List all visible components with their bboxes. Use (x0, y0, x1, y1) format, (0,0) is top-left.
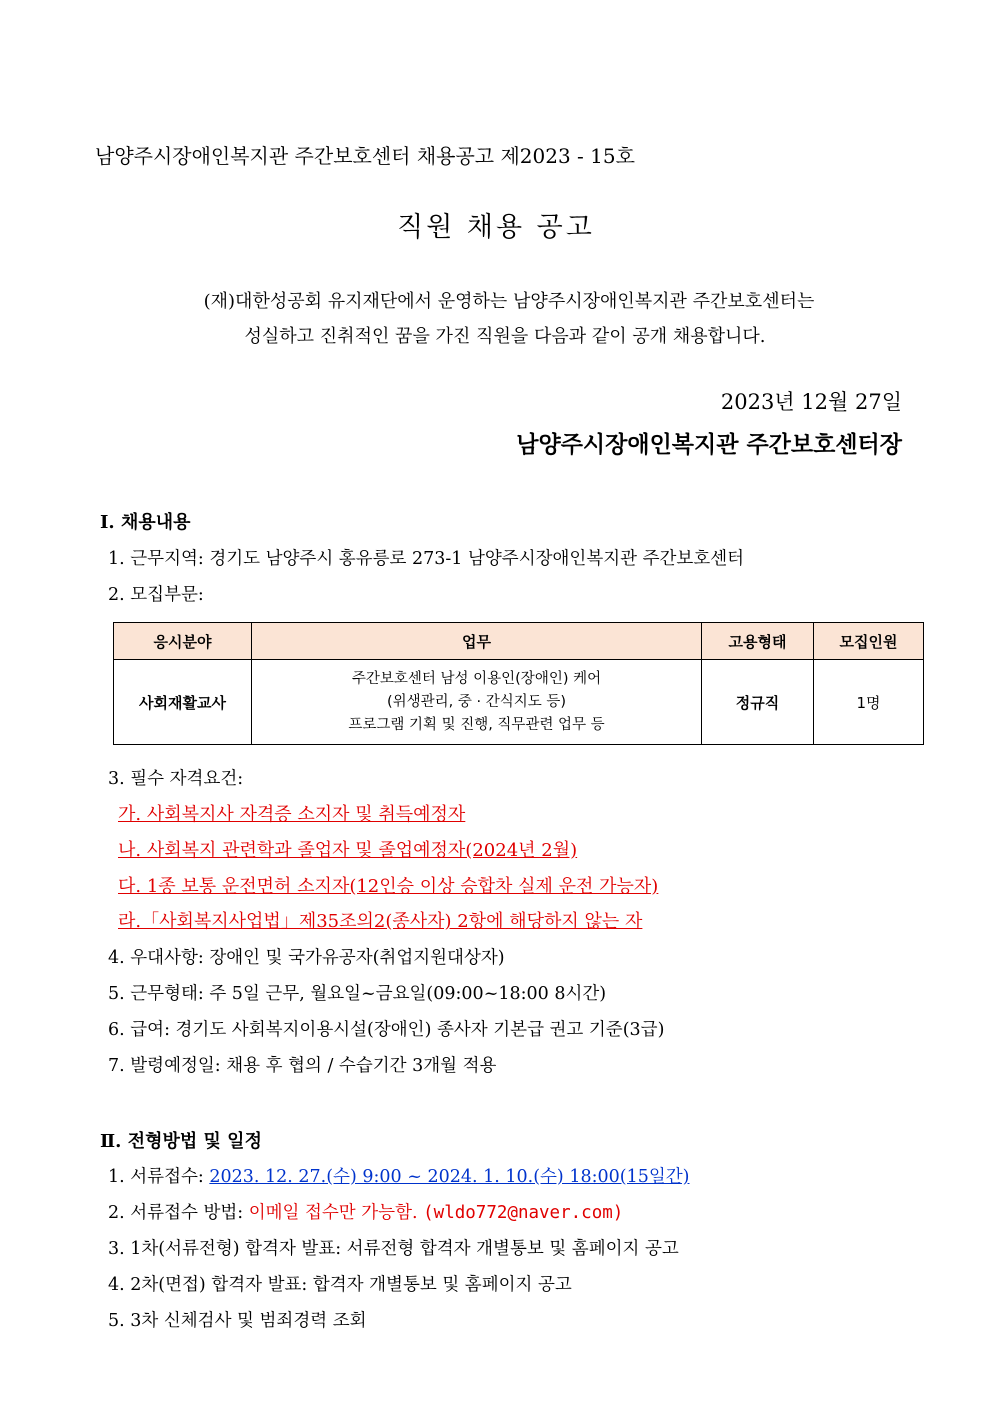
requirements-label: 3. 필수 자격요건: (108, 769, 244, 789)
submission-method (108, 1199, 623, 1224)
second-round-announcement: 4. 2차(면접) 합격자 발표: 합격자 개별통보 및 홈페이지 공고 (108, 1275, 572, 1295)
cell-duty (252, 660, 702, 745)
duty-line-1: 주간보호센터 남성 이용인(장애인) 케어 (351, 670, 602, 687)
header-count: 모집인원 (814, 623, 924, 660)
duty-line-3: 프로그램 기획 및 진행, 직무관련 업무 등 (348, 716, 605, 733)
preference: 4. 우대사항: 장애인 및 국가유공자(취업지원대상자) (108, 948, 505, 968)
submission-period: 2023. 12. 27.(수) 9:00 ~ 2024. 1. 10.(수) 18:00(15일간) (209, 1167, 690, 1187)
notice-number: 남양주시장애인복지관 주간보호센터 채용공고 제2023 - 15호 (95, 144, 635, 168)
page-title: 직원 채용 공고 (397, 212, 595, 243)
recruit-table (113, 622, 924, 745)
header-field: 응시분야 (114, 623, 252, 660)
appointment-date: 7. 발령예정일: 채용 후 협의 / 수습기간 3개월 적용 (108, 1056, 497, 1076)
cell-employment: 정규직 (702, 660, 814, 745)
requirement-2: 나. 사회복지 관련학과 졸업자 및 졸업예정자(2024년 2월) (118, 840, 578, 861)
requirement-1: 가. 사회복지사 자격증 소지자 및 취득예정자 (118, 804, 466, 825)
salary: 6. 급여: 경기도 사회복지이용시설(장애인) 종사자 기본급 권고 기준(3급) (108, 1020, 665, 1040)
intro-line-1: (재)대한성공회 유지재단에서 운영하는 남양주시장애인복지관 주간보호센터는 (203, 291, 815, 312)
section1-heading: Ⅰ. 채용내용 (100, 512, 191, 533)
table-row (114, 660, 924, 745)
work-type: 5. 근무형태: 주 5일 근무, 월요일~금요일(09:00~18:00 8시간) (108, 984, 607, 1004)
table-header-row (114, 623, 924, 660)
document-submission (108, 1163, 689, 1188)
requirement-3: 다. 1종 보통 운전면허 소지자(12인승 이상 승합차 실제 운전 가능자) (118, 876, 659, 897)
header-employment: 고용형태 (702, 623, 814, 660)
announcement-date: 2023년 12월 27일 (720, 390, 902, 414)
method-label: 2. 서류접수 방법: (108, 1203, 249, 1223)
submission-label: 1. 서류접수: (108, 1167, 210, 1187)
third-round-check: 5. 3차 신체검사 및 범죄경력 조회 (108, 1311, 367, 1331)
duty-line-2: (위생관리, 중 · 간식지도 등) (386, 693, 567, 710)
intro-line-2: 성실하고 진취적인 꿈을 가진 직원을 다음과 같이 공개 채용합니다. (244, 326, 766, 347)
first-round-announcement: 3. 1차(서류전형) 합격자 발표: 서류전형 합격자 개별통보 및 홈페이지 공고 (108, 1239, 679, 1259)
method-text: 이메일 접수만 가능함. (248, 1203, 424, 1223)
organization-name: 남양주시장애인복지관 주간보호센터장 (516, 431, 902, 458)
section2-heading: Ⅱ. 전형방법 및 일정 (100, 1131, 262, 1152)
work-location: 1. 근무지역: 경기도 남양주시 홍유릉로 273-1 남양주시장애인복지관 주간보호센터 (108, 549, 745, 569)
cell-count: 1명 (814, 660, 924, 745)
requirement-4: 라.「사회복지사업법」제35조의2(종사자) 2항에 해당하지 않는 자 (118, 911, 643, 932)
email-address[interactable]: (wldo772@naver.com) (423, 1203, 624, 1223)
recruit-field-label: 2. 모집부문: (108, 585, 204, 605)
cell-field: 사회재활교사 (114, 660, 252, 745)
header-duty: 업무 (252, 623, 702, 660)
